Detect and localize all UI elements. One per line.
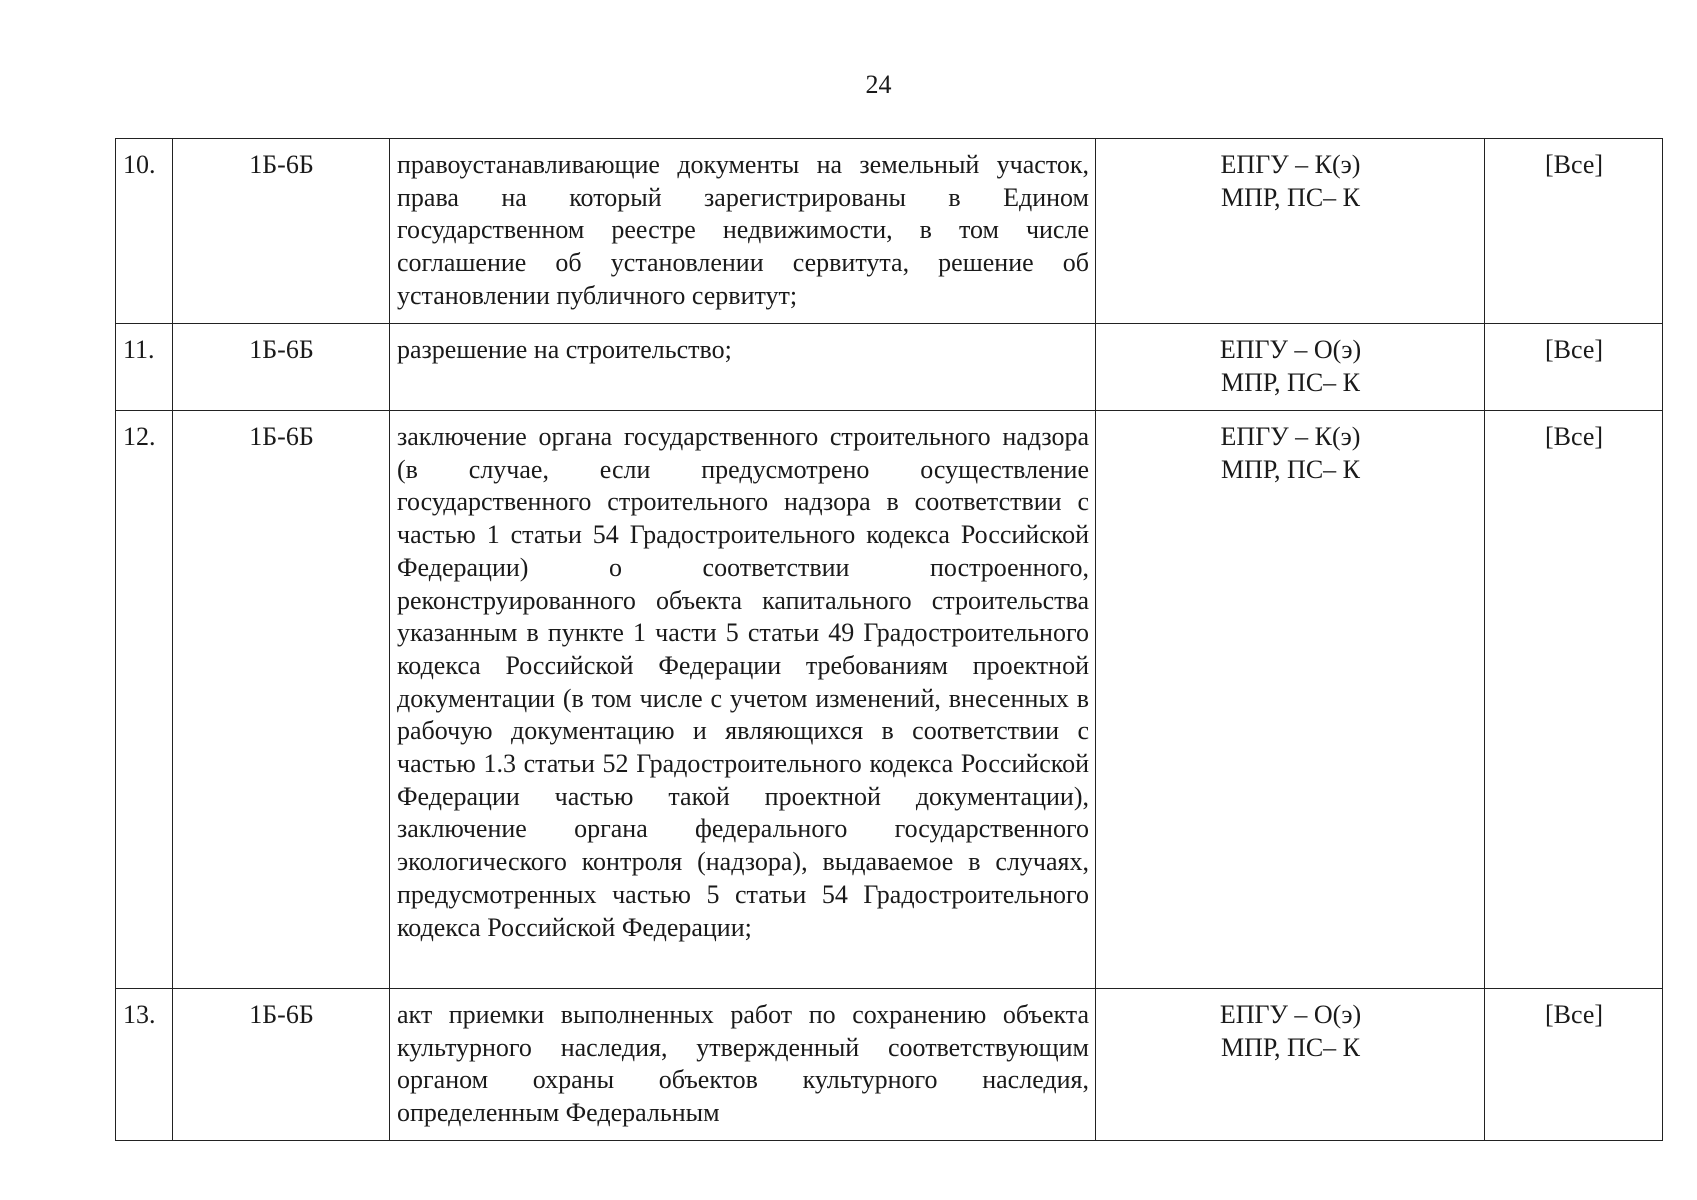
row-document-text: правоустанавливающие документы на земельный участок, права на который зарегистрированы в Едином государственном реестре недвижимости, в том числе соглашение об установлении сервитута, решение об установлении публичного сервитут; [390, 139, 1096, 324]
row-document-text: заключение органа государственного строительного надзора (в случае, если предусмотрено осуществление государственного строительного надзора в соответствии с частью 1 статьи 54 Градостроительного кодекса Российской Федерации) о соответствии построенного, реконструированного объекта капитального строительства указанным в пункте 1 части 5 статьи 49 Градостроительного кодекса Российской Федерации требованиям проектной документации (в том числе с учетом изменений, внесенных в рабочую документацию и являющихся в соответствии с частью 1.3 статьи 52 Градостроительного кодекса Российской Федерации частью такой проектной документации), заключение органа федерального государственного экологического контроля (надзора), выдаваемое в случаях, предусмотренных частью 5 статьи 54 Градостроительного кодекса Российской Федерации; [390, 411, 1096, 989]
row-number: 12. [116, 411, 173, 989]
row-code: 1Б-6Б [173, 989, 390, 1141]
source-line: ЕПГУ – К(э) [1220, 150, 1361, 179]
row-document-text: разрешение на строительство; [390, 324, 1096, 411]
row-source [1096, 989, 1485, 1141]
row-number: 10. [116, 139, 173, 324]
row-source [1096, 324, 1485, 411]
row-scope: [Все] [1485, 989, 1663, 1141]
source-line: ЕПГУ – О(э) [1219, 1000, 1362, 1029]
table-row [116, 139, 1663, 324]
row-scope: [Все] [1485, 411, 1663, 989]
row-code: 1Б-6Б [173, 324, 390, 411]
page-number: 24 [865, 70, 892, 99]
row-scope: [Все] [1485, 139, 1663, 324]
documents-table [115, 138, 1663, 1141]
table-row [116, 324, 1663, 411]
source-line: МПР, ПС– К [1220, 367, 1361, 397]
source-line: МПР, ПС– К [1220, 182, 1361, 212]
row-document-text: акт приемки выполненных работ по сохранению объекта культурного наследия, утвержденный соответствующим органом охраны объектов культурного наследия, определенным Федеральным [390, 989, 1096, 1141]
row-code: 1Б-6Б [173, 139, 390, 324]
row-scope: [Все] [1485, 324, 1663, 411]
source-line: ЕПГУ – О(э) [1219, 335, 1362, 364]
table-row [116, 411, 1663, 989]
source-line: МПР, ПС– К [1220, 454, 1361, 484]
row-number: 11. [116, 324, 173, 411]
row-source [1096, 139, 1485, 324]
source-line: МПР, ПС– К [1220, 1032, 1361, 1062]
source-line: ЕПГУ – К(э) [1220, 422, 1361, 451]
table-row [116, 989, 1663, 1141]
row-code: 1Б-6Б [173, 411, 390, 989]
row-source [1096, 411, 1485, 989]
row-number: 13. [116, 989, 173, 1141]
